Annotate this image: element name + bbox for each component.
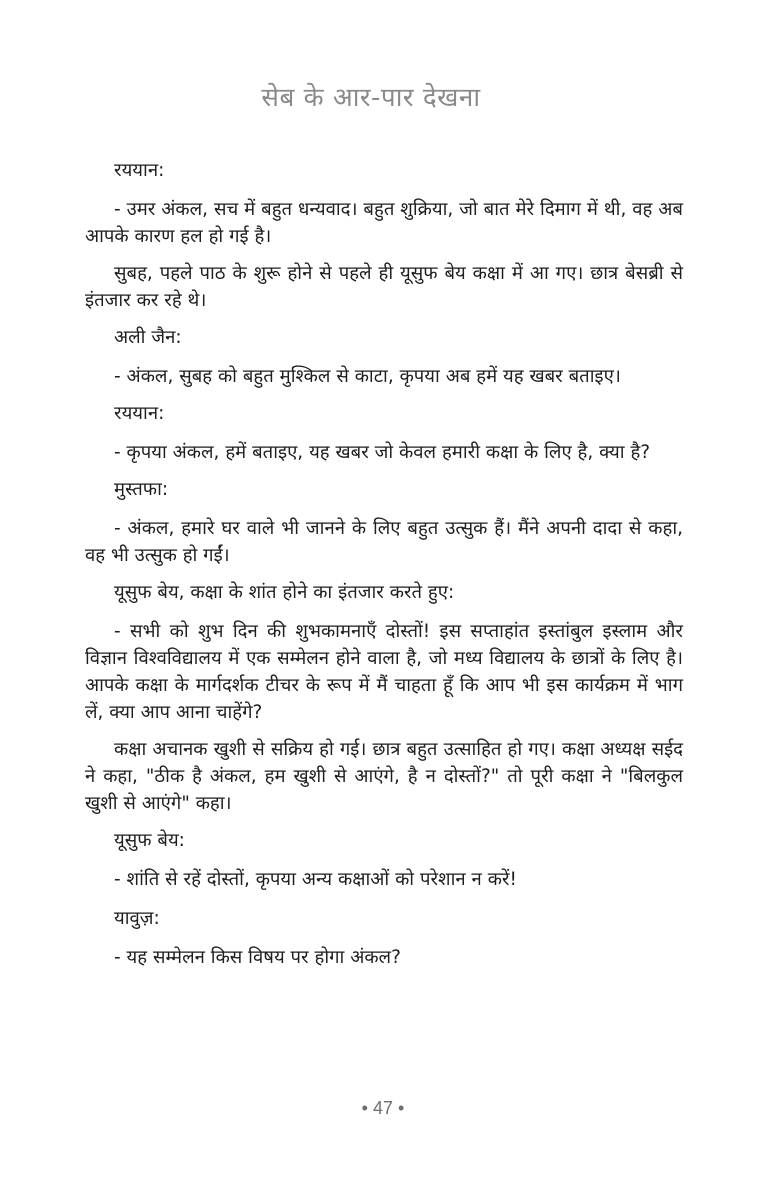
- dialogue-line: - यह सम्मेलन किस विषय पर होगा अंकल?: [114, 947, 401, 968]
- speaker-label: यूसुफ बेय, कक्षा के शांत होने का इंतजार करते हुए:: [114, 582, 455, 603]
- dialogue-line: - अंकल, सुबह को बहुत मुश्किल से काटा, कृपया अब हमें यह खबर बताइए।: [114, 366, 621, 387]
- speaker-label: यावुज़:: [114, 908, 160, 929]
- dialogue-line: - शांति से रहें दोस्तों, कृपया अन्य कक्षाओं को परेशान न करें!: [114, 869, 517, 890]
- dialogue-line: - सभी को शुभ दिन की शुभकामनाएँ दोस्तों! इस सप्ताहांत इस्तांबुल इस्लाम और विज्ञान विश्वविद्यालय में एक सम्मेलन होने वाला है, जो मध्य विद्यालय के छात्रों के लिए है। आपके कक्षा के मार्गदर्शक टीचर के रूप में मैं चाहता हूँ कि आप भी इस कार्यक्रम में भाग लें, क्या आप आना चाहेंगे?: [85, 621, 683, 723]
- narration-paragraph: कक्षा अचानक खुशी से सक्रिय हो गई। छात्र बहुत उत्साहित हो गए। कक्षा अध्यक्ष सईद ने कहा, "ठीक है अंकल, हम खुशी से आएंगे, है न दोस्तों?" तो पूरी कक्षा ने "बिलकुल खुशी से आएंगे" कहा।: [85, 739, 683, 814]
- dialogue-line: - अंकल, हमारे घर वाले भी जानने के लिए बहुत उत्सुक हैं। मैंने अपनी दादा से कहा, वह भी उत्सुक हो गईं।: [85, 518, 683, 566]
- narration-paragraph: सुबह, पहले पाठ के शुरू होने से पहले ही यूसुफ बेय कक्षा में आ गए। छात्र बेसब्री से इंतजार कर रहे थे।: [85, 263, 683, 311]
- page-number: • 47 •: [361, 1098, 405, 1118]
- speaker-label: यूसुफ बेय:: [114, 830, 185, 851]
- speaker-label: मुस्तफा:: [114, 479, 169, 500]
- dialogue-line: - कृपया अंकल, हमें बताइए, यह खबर जो केवल हमारी कक्षा के लिए है, क्या है?: [114, 442, 651, 463]
- body-text: [85, 157, 683, 983]
- speaker-label: रययान:: [114, 403, 165, 424]
- speaker-label: रययान:: [114, 160, 165, 181]
- chapter-title: सेब के आर-पार देखना: [261, 83, 481, 113]
- dialogue-line: - उमर अंकल, सच में बहुत धन्यवाद। बहुत शुक्रिया, जो बात मेरे दिमाग में थी, वह अब आपके कारण हल हो गई है।: [85, 199, 683, 247]
- speaker-label: अली जैन:: [114, 327, 182, 348]
